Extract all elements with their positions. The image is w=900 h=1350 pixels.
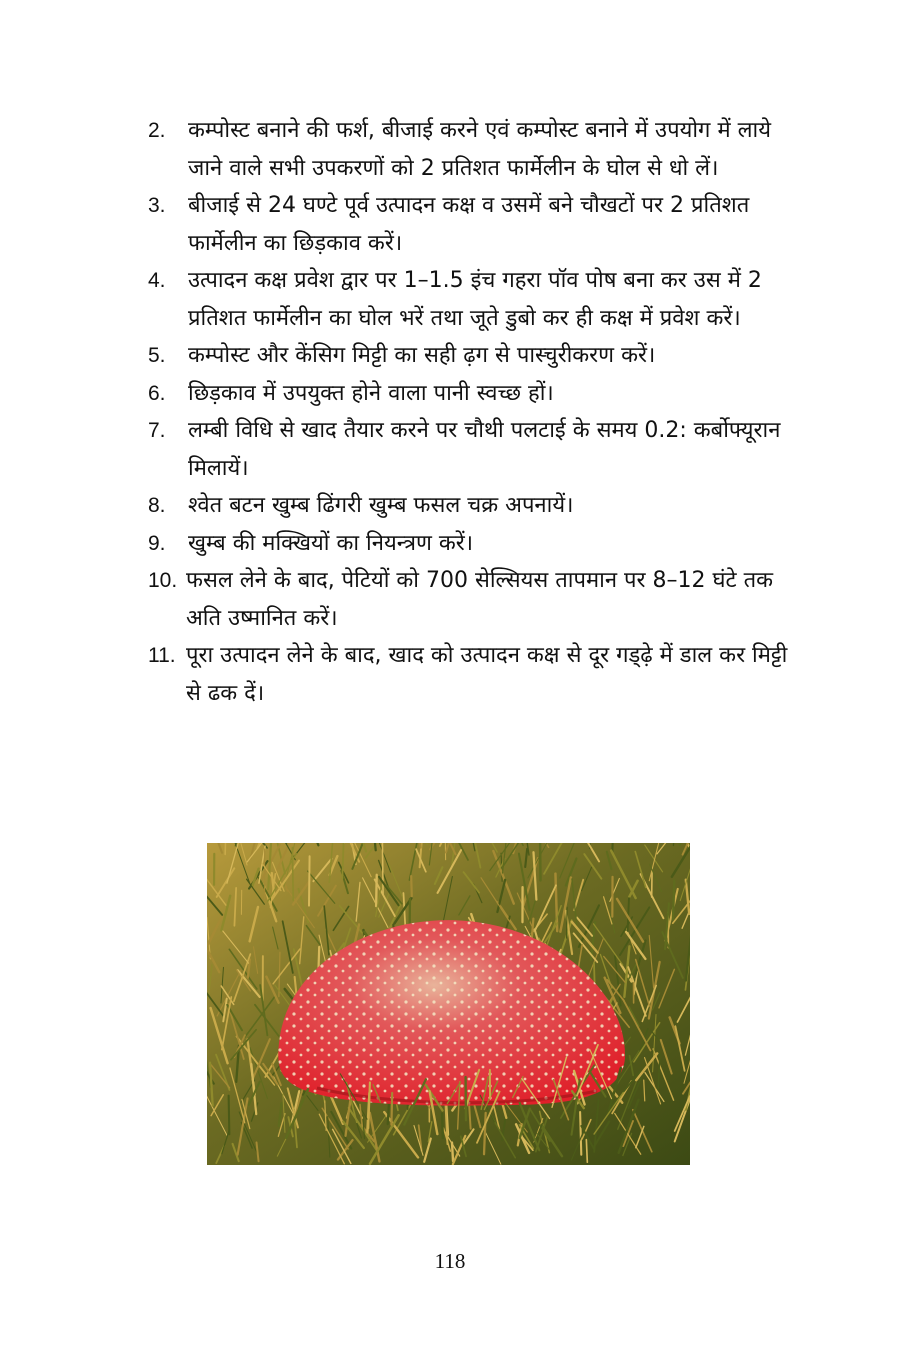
grass-blade <box>229 1096 230 1135</box>
item-text: श्वेत बटन खुम्ब ढिंगरी खुम्ब फसल चक्र अपनायें। <box>188 493 574 518</box>
item-text: उत्पादन कक्ष प्रवेश द्वार पर 1–1.5 इंच गहरा पॉव पोष बना कर उस में 2 प्रतिशत फार्मेलीन का घोल भरें तथा जूते डुबो कर ही कक्ष में प्रवेश करें। <box>188 268 762 331</box>
grass-blade <box>411 876 412 896</box>
grass-blade <box>376 875 377 906</box>
item-text: पूरा उत्पादन लेने के बाद, खाद को उत्पादन कक्ष से दूर गड्ढ़े में डाल कर मिट्टी से ढक दें। <box>186 643 788 706</box>
list-item <box>148 112 788 187</box>
precaution-list <box>148 112 788 712</box>
mushroom-photo <box>207 843 690 1165</box>
item-text: बीजाई से 24 घण्टे पूर्व उत्पादन कक्ष व उसमें बने चौखटों पर 2 प्रतिशत फार्मेलीन का छिड़काव करें। <box>188 193 750 256</box>
item-number: 8. <box>148 494 166 517</box>
item-text: लम्बी विधि से खाद तैयार करने पर चौथी पलटाई के समय 0.2: कर्बोफ्यूरान मिलायें। <box>188 418 781 481</box>
item-number: 10. <box>148 569 178 592</box>
item-text: कम्पोस्ट बनाने की फर्श, बीजाई करने एवं कम्पोस्ट बनाने में उपयोग में लाये जाने वाले सभी उपकरणों को 2 प्रतिशत फार्मेलीन के घोल से धो लें। <box>188 118 771 181</box>
list-item <box>148 562 788 637</box>
grass-blade <box>580 1112 581 1155</box>
item-text: छिड़काव में उपयुक्त होने वाला पानी स्वच्छ हों। <box>188 380 554 406</box>
item-text: खुम्ब की मक्खियों का नियन्त्रण करें। <box>188 530 474 556</box>
grass-blade <box>391 1093 392 1125</box>
item-number: 9. <box>148 531 166 555</box>
list-item <box>148 187 788 262</box>
item-number: 6. <box>148 381 166 405</box>
grass-blade <box>309 856 310 905</box>
list-item <box>148 525 788 563</box>
list-item <box>148 487 788 525</box>
grass-blade <box>382 843 383 895</box>
item-number: 11. <box>148 644 176 667</box>
item-number: 7. <box>148 419 166 442</box>
list-item <box>148 412 788 487</box>
grass-blade <box>540 843 541 880</box>
grass-blade <box>442 1114 443 1138</box>
item-number: 3. <box>148 194 166 217</box>
item-text: फसल लेने के बाद, पेटियों को 700 सेल्सियस तापमान पर 8–12 घंटे तक अति उष्मानित करें। <box>186 568 774 631</box>
list-item <box>148 337 788 375</box>
page-number: 118 <box>434 1249 466 1273</box>
item-number: 4. <box>148 269 166 292</box>
item-number: 5. <box>148 344 166 367</box>
grass-blade <box>566 907 567 938</box>
grass-blade <box>586 1140 587 1163</box>
item-text: कम्पोस्ट और केंसिग मिट्टी का सही ढ़ग से पास्चुरीकरण करें। <box>188 343 656 368</box>
list-item <box>148 375 788 413</box>
list-item <box>148 637 788 712</box>
grass-blade <box>292 848 293 901</box>
grass-blade <box>673 880 674 919</box>
list-item <box>148 262 788 337</box>
item-number: 2. <box>148 119 166 142</box>
